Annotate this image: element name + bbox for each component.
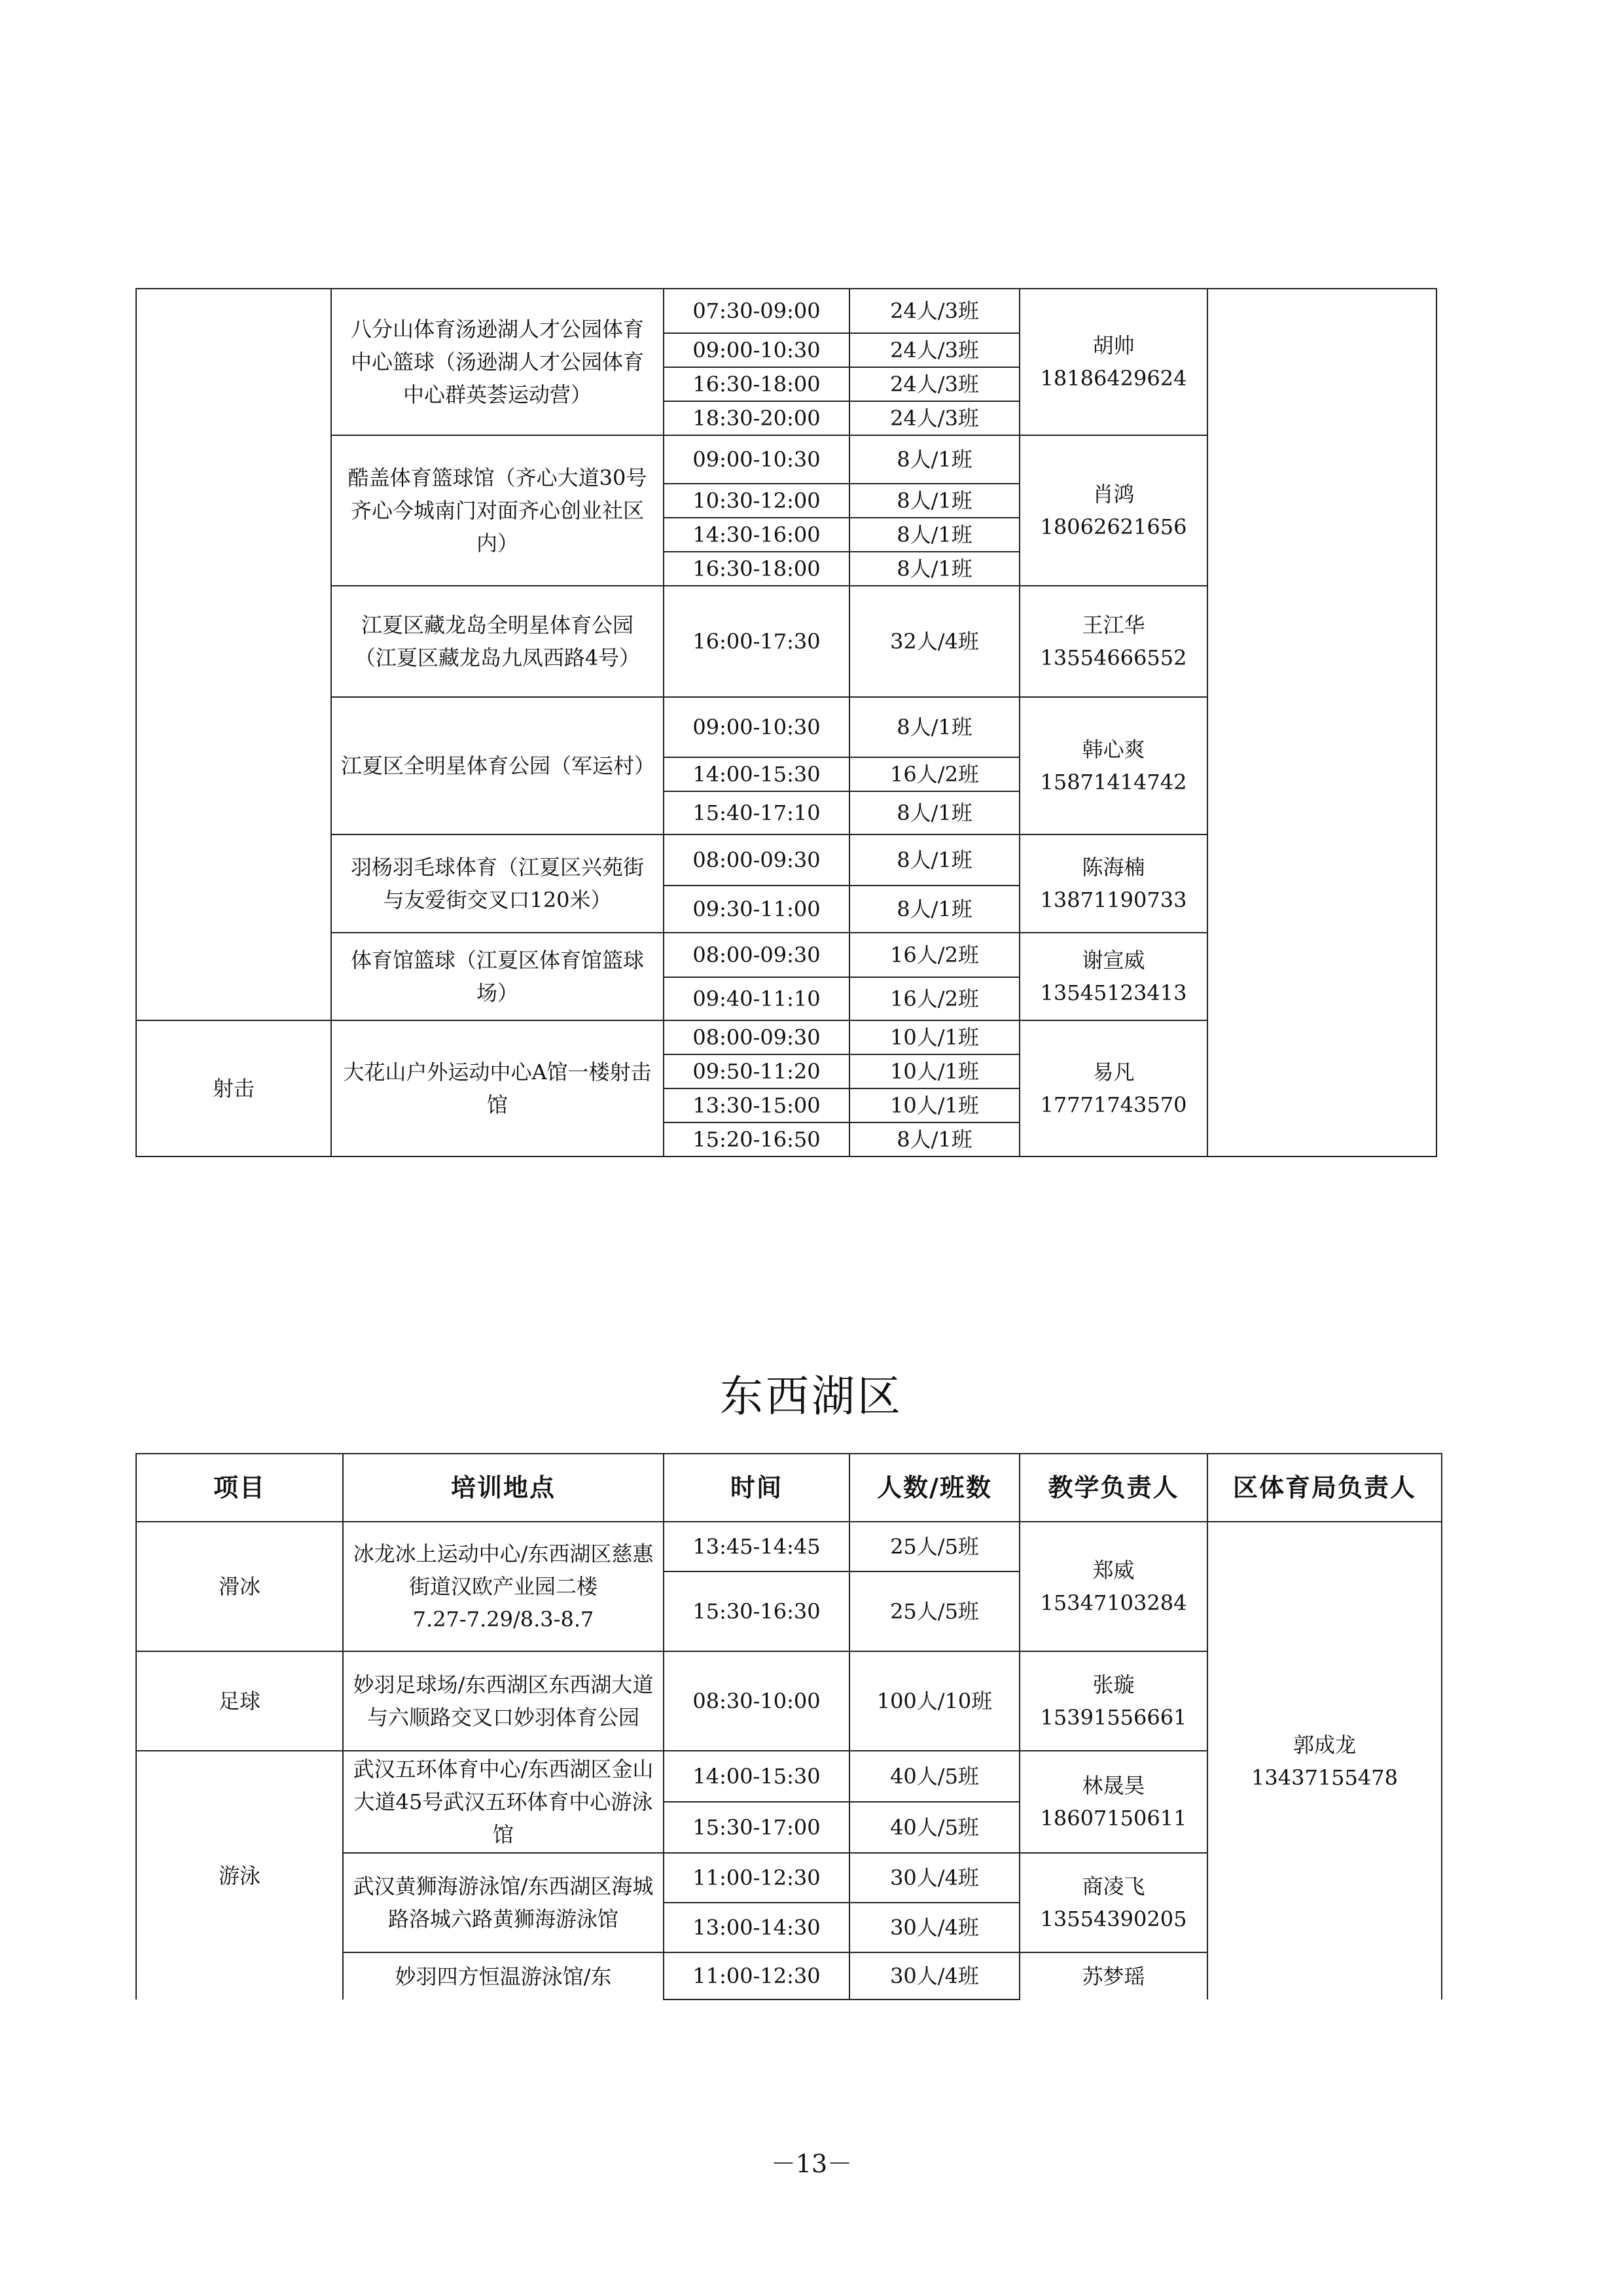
quota-cell: 30人/4班: [849, 1853, 1020, 1903]
header-teacher: 教学负责人: [1020, 1454, 1207, 1522]
quota-cell: 24人/3班: [849, 401, 1020, 435]
teacher-contact-cell: [1020, 1952, 1207, 2000]
project-cell: 游泳: [136, 1751, 343, 2000]
quota-cell: 16人/2班: [849, 757, 1020, 791]
header-venue: 培训地点: [343, 1454, 664, 1522]
time-cell: 13:45-14:45: [664, 1522, 849, 1571]
teacher-name: 王江华: [1082, 613, 1145, 637]
teacher-contact-cell: [1020, 834, 1207, 933]
bureau-phone: 13437155478: [1251, 1765, 1398, 1790]
teacher-name: 郑威: [1092, 1558, 1135, 1583]
quota-cell: 30人/4班: [849, 1903, 1020, 1952]
venue-cell: 酷盖体育篮球馆（齐心大道30号齐心今城南门对面齐心创业社区内）: [331, 435, 664, 586]
teacher-contact-cell: [1020, 435, 1207, 586]
quota-cell: 25人/5班: [849, 1571, 1020, 1651]
quota-cell: 16人/2班: [849, 933, 1020, 977]
venue-text: 冰龙冰上运动中心/东西湖区慈惠街道汉欧产业园二楼: [353, 1541, 654, 1599]
project-cell: 射击: [136, 1020, 331, 1157]
time-cell: 15:30-16:30: [664, 1571, 849, 1651]
time-cell: 09:00-10:30: [664, 697, 849, 757]
quota-cell: 8人/1班: [849, 484, 1020, 518]
venue-cell: 武汉黄狮海游泳馆/东西湖区海城路洛城六路黄狮海游泳馆: [343, 1853, 664, 1952]
quota-cell: 40人/5班: [849, 1802, 1020, 1853]
quota-cell: 8人/1班: [849, 1122, 1020, 1157]
quota-cell: 8人/1班: [849, 834, 1020, 886]
teacher-name: 林晟昊: [1082, 1773, 1145, 1798]
time-cell: 15:20-16:50: [664, 1122, 849, 1157]
quota-cell: 10人/1班: [849, 1088, 1020, 1122]
project-cell: 滑冰: [136, 1522, 343, 1651]
quota-cell: 10人/1班: [849, 1020, 1020, 1054]
teacher-contact-cell: [1020, 1651, 1207, 1751]
time-cell: 09:40-11:10: [664, 977, 849, 1020]
bureau-cell-continued: [1207, 289, 1436, 1157]
teacher-name: 易凡: [1092, 1060, 1135, 1085]
venue-cell: 武汉五环体育中心/东西湖区金山大道45号武汉五环体育中心游泳馆: [343, 1751, 664, 1853]
teacher-phone: 13871190733: [1040, 888, 1187, 912]
quota-cell: 8人/1班: [849, 435, 1020, 484]
venue-cell: 八分山体育汤逊湖人才公园体育中心篮球（汤逊湖人才公园体育中心群英荟运动营）: [331, 289, 664, 435]
time-cell: 09:00-10:30: [664, 435, 849, 484]
teacher-name: 胡帅: [1092, 333, 1135, 358]
venue-cell: 羽杨羽毛球体育（江夏区兴苑街与友爱街交叉口120米）: [331, 834, 664, 933]
time-cell: 16:30-18:00: [664, 552, 849, 586]
header-bureau: 区体育局负责人: [1207, 1454, 1442, 1522]
page-number: －13－: [770, 2149, 853, 2178]
time-cell: 15:40-17:10: [664, 791, 849, 834]
time-cell: 08:00-09:30: [664, 834, 849, 886]
time-cell: 09:50-11:20: [664, 1054, 849, 1088]
quota-cell: 32人/4班: [849, 586, 1020, 697]
table-header-row: [136, 1454, 1442, 1522]
teacher-phone: 18607150611: [1040, 1806, 1187, 1831]
teacher-contact-cell: [1020, 586, 1207, 697]
quota-cell: 16人/2班: [849, 977, 1020, 1020]
quota-cell: 24人/3班: [849, 367, 1020, 401]
venue-cell: 体育馆篮球（江夏区体育馆篮球场）: [331, 933, 664, 1020]
quota-cell: 8人/1班: [849, 791, 1020, 834]
venue-cell: [343, 1522, 664, 1651]
teacher-name: 谢宣威: [1082, 948, 1145, 973]
time-cell: 13:30-15:00: [664, 1088, 849, 1122]
teacher-phone: 13554666552: [1040, 645, 1187, 670]
time-cell: 18:30-20:00: [664, 401, 849, 435]
time-cell: 09:30-11:00: [664, 886, 849, 933]
venue-cell: 江夏区藏龙岛全明星体育公园（江夏区藏龙岛九凤西路4号）: [331, 586, 664, 697]
teacher-phone: 13545123413: [1040, 980, 1187, 1005]
bureau-name: 郭成龙: [1293, 1732, 1356, 1757]
time-cell: 14:00-15:30: [664, 757, 849, 791]
quota-cell: 8人/1班: [849, 518, 1020, 552]
time-cell: 10:30-12:00: [664, 484, 849, 518]
time-cell: 13:00-14:30: [664, 1903, 849, 1952]
quota-cell: 8人/1班: [849, 886, 1020, 933]
time-cell: 08:30-10:00: [664, 1651, 849, 1751]
teacher-phone: 13554390205: [1040, 1907, 1187, 1931]
teacher-phone: 17771743570: [1040, 1092, 1187, 1117]
teacher-contact-cell: [1020, 933, 1207, 1020]
teacher-phone: 15391556661: [1040, 1705, 1187, 1730]
quota-cell: 10人/1班: [849, 1054, 1020, 1088]
header-project: 项目: [136, 1454, 343, 1522]
quota-cell: 8人/1班: [849, 552, 1020, 586]
project-cell: 足球: [136, 1651, 343, 1751]
teacher-name: 苏梦瑶: [1082, 1964, 1145, 1989]
quota-cell: 30人/4班: [849, 1952, 1020, 2000]
time-cell: 14:00-15:30: [664, 1751, 849, 1802]
table-row: [136, 1522, 1442, 1571]
quota-cell: 24人/3班: [849, 289, 1020, 333]
teacher-contact-cell: [1020, 289, 1207, 435]
quota-cell: 100人/10班: [849, 1651, 1020, 1751]
time-cell: 09:00-10:30: [664, 333, 849, 367]
table-row: [136, 289, 1436, 333]
bureau-contact-cell: [1207, 1522, 1442, 2000]
time-cell: 08:00-09:30: [664, 1020, 849, 1054]
section-title: 东西湖区: [720, 1371, 903, 1422]
dongxihu-training-table: [135, 1453, 1442, 2000]
quota-cell: 40人/5班: [849, 1751, 1020, 1802]
venue-dates: 7.27-7.29/8.3-8.7: [412, 1607, 594, 1632]
venue-cell: 大花山户外运动中心A馆一楼射击馆: [331, 1020, 664, 1157]
teacher-name: 陈海楠: [1082, 855, 1145, 880]
teacher-contact-cell: [1020, 1522, 1207, 1651]
teacher-contact-cell: [1020, 1020, 1207, 1157]
quota-cell: 24人/3班: [849, 333, 1020, 367]
training-schedule-table-continued: [135, 288, 1437, 1157]
time-cell: 14:30-16:00: [664, 518, 849, 552]
time-cell: 16:30-18:00: [664, 367, 849, 401]
teacher-name: 肖鸿: [1092, 482, 1135, 507]
header-quota: 人数/班数: [849, 1454, 1020, 1522]
quota-cell: 25人/5班: [849, 1522, 1020, 1571]
teacher-phone: 18062621656: [1040, 514, 1187, 539]
teacher-contact-cell: [1020, 1751, 1207, 1853]
teacher-contact-cell: [1020, 1853, 1207, 1952]
venue-cell: 江夏区全明星体育公园（军运村）: [331, 697, 664, 834]
teacher-name: 张璇: [1092, 1672, 1135, 1697]
teacher-phone: 18186429624: [1040, 366, 1187, 391]
time-cell: 16:00-17:30: [664, 586, 849, 697]
venue-cell: 妙羽四方恒温游泳馆/东: [343, 1952, 664, 2000]
teacher-name: 商凌飞: [1082, 1874, 1145, 1899]
time-cell: 15:30-17:00: [664, 1802, 849, 1853]
time-cell: 08:00-09:30: [664, 933, 849, 977]
time-cell: 11:00-12:30: [664, 1853, 849, 1903]
time-cell: 11:00-12:30: [664, 1952, 849, 2000]
quota-cell: 8人/1班: [849, 697, 1020, 757]
teacher-phone: 15347103284: [1040, 1590, 1187, 1615]
teacher-name: 韩心爽: [1082, 737, 1145, 762]
venue-cell: 妙羽足球场/东西湖区东西湖大道与六顺路交叉口妙羽体育公园: [343, 1651, 664, 1751]
project-cell-continued: [136, 289, 331, 1020]
teacher-phone: 15871414742: [1040, 770, 1187, 795]
time-cell: 07:30-09:00: [664, 289, 849, 333]
header-time: 时间: [664, 1454, 849, 1522]
teacher-contact-cell: [1020, 697, 1207, 834]
